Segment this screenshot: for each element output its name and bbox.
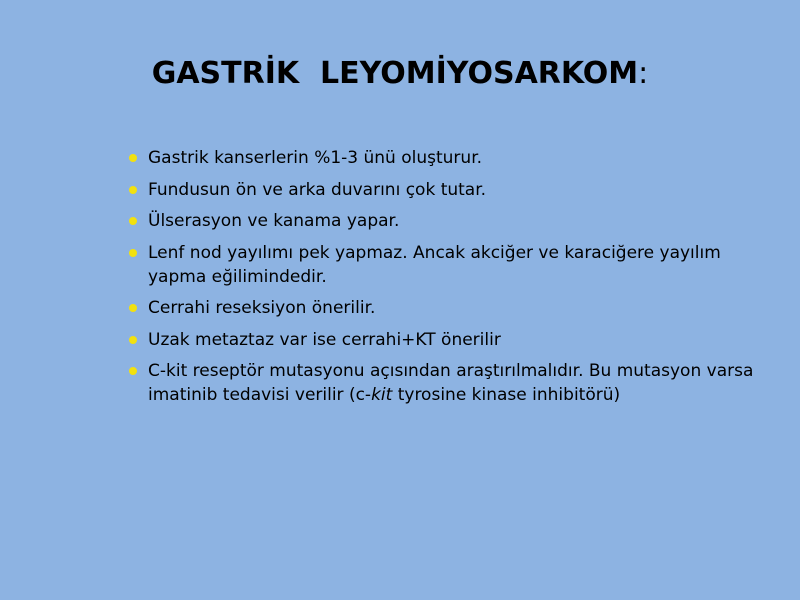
bullet-text: Fundusun ön ve arka duvarını çok tutar. (148, 179, 487, 200)
bullet-dot-icon (129, 367, 137, 375)
bullet-text: Cerrahi reseksiyon önerilir. (148, 298, 376, 318)
bullet-item (128, 146, 768, 170)
bullet-text: Lenf nod yayılımı pek yapmaz. Ancak akciğer ve karaciğere yayılım yapma eğilimindedir. (148, 242, 721, 287)
bullet-item (128, 178, 768, 202)
bullet-text: Gastrik kanserlerin %1-3 ünü oluşturur. (148, 148, 483, 168)
bullet-item (128, 359, 768, 407)
bullet-item (128, 209, 768, 233)
bullet-dot-icon (129, 304, 137, 312)
bullet-item (128, 241, 768, 289)
bullet-dot-icon (129, 186, 137, 194)
bullet-dot-icon (129, 154, 137, 162)
bullet-dot-icon (129, 249, 137, 257)
bullet-item (128, 328, 768, 352)
slide-title (0, 52, 800, 96)
bullet-text (148, 359, 768, 407)
slide-title-main: GASTRİK LEYOMİYOSARKOM (151, 56, 639, 91)
bullet-list (128, 146, 768, 415)
bullet-dot-icon (129, 336, 137, 344)
bullet-text-part: C-kit reseptör mutasyonu açısından araştırılmalıdır. Bu mutasyon varsa imatinib tedavisi verilir (c- (148, 361, 754, 405)
bullet-item (128, 296, 768, 320)
bullet-text-italic: kit (371, 385, 393, 405)
bullet-dot-icon (129, 217, 137, 225)
slide-title-colon: : (638, 56, 649, 91)
bullet-text-part: tyrosine kinase inhibitörü) (392, 385, 621, 405)
bullet-text: Ülserasyon ve kanama yapar. (148, 211, 400, 231)
bullet-text: Uzak metaztaz var ise cerrahi+KT önerilir (148, 329, 501, 350)
